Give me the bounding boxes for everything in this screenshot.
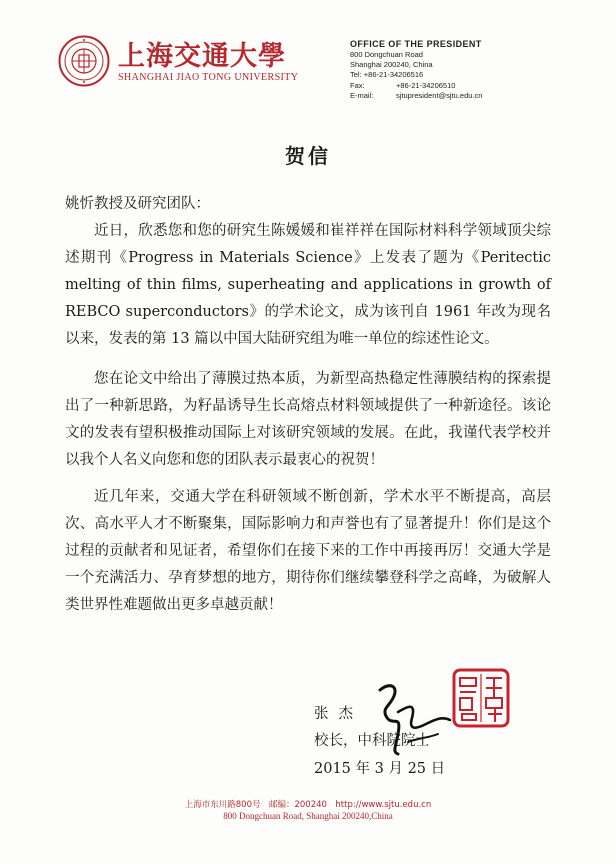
signer-name: 张杰 [314,706,363,722]
university-name-cn: 上海交通大學 [118,41,286,72]
paragraph-3: 近几年来，交通大学在科研领域不断创新，学术水平不断提高，高层次、高水平人才不断聚集，国际影响力和声誉也有了显著提升！你们是这个过程的贡献者和见证者，希望你们在接下来的工作中再接再厉！交通大学是一个充满活力、孕育梦想的地方，期待你们继续攀登科学之高峰，为破解人类世界性难题做出更多卓越贡献！ [65,489,551,613]
signer-title: 校长，中科院院士 [314,733,430,749]
handwritten-signature-icon [368,672,458,762]
letter-title: 贺信 [285,144,331,168]
fax-row [350,81,482,91]
university-seal-icon [58,35,110,87]
fax-value: +86-21-34206510 [396,80,456,90]
tel-value: +86-21-34206516 [363,70,424,80]
email-label: E-mail: [350,90,374,100]
office-address-block [350,38,482,101]
paragraph-1: 近日，欣悉您和您的研究生陈媛媛和崔祥祥在国际材料科学领域顶尖综述期刊《Progress in Materials Science》上发表了题为《Peritectic melting of thin films, superheating and applications in growth of REBCO superconductors》的学术论文，成为该刊自 1961 年改为现名以来，发表的第 13 篇以中国大陆研究组为唯一单位的综述性论文。 [65,223,551,347]
salutation: 姚忻教授及研究团队： [65,196,210,212]
email-value: sjtupresident@sjtu.edu.cn [396,90,483,100]
email-row [350,91,482,101]
address-line-1: 800 Dongchuan Road [350,50,423,59]
office-title: OFFICE OF THE PRESIDENT [350,39,482,49]
fax-label: Fax: [350,80,365,90]
letter-date: 2015 年 3 月 25 日 [314,761,446,777]
tel-row [350,70,482,80]
paragraph-2: 您在论文中给出了薄膜过热本质，为新型高热稳定性薄膜结构的探索提出了一种新思路，为籽晶诱导生长高熔点材料领域提供了一种新途径。该论文的发表有望积极推动国际上对该研究领域的发展。在此，我谨代表学校并以我个人名义向您和您的团队表示最衷心的祝贺！ [65,371,551,468]
footer-address-en: 800 Dongchuan Road, Shanghai 200240,China [223,811,393,821]
university-name-en: SHANGHAI JIAO TONG UNIVERSITY [118,72,299,83]
official-seal-stamp-icon [452,668,510,728]
footer-address-cn: 上海市东川路800号 邮编：200240 http://www.sjtu.edu.cn [184,800,432,810]
address-line-2: Shanghai 200240, China [350,60,433,70]
tel-label: Tel: [350,70,362,80]
